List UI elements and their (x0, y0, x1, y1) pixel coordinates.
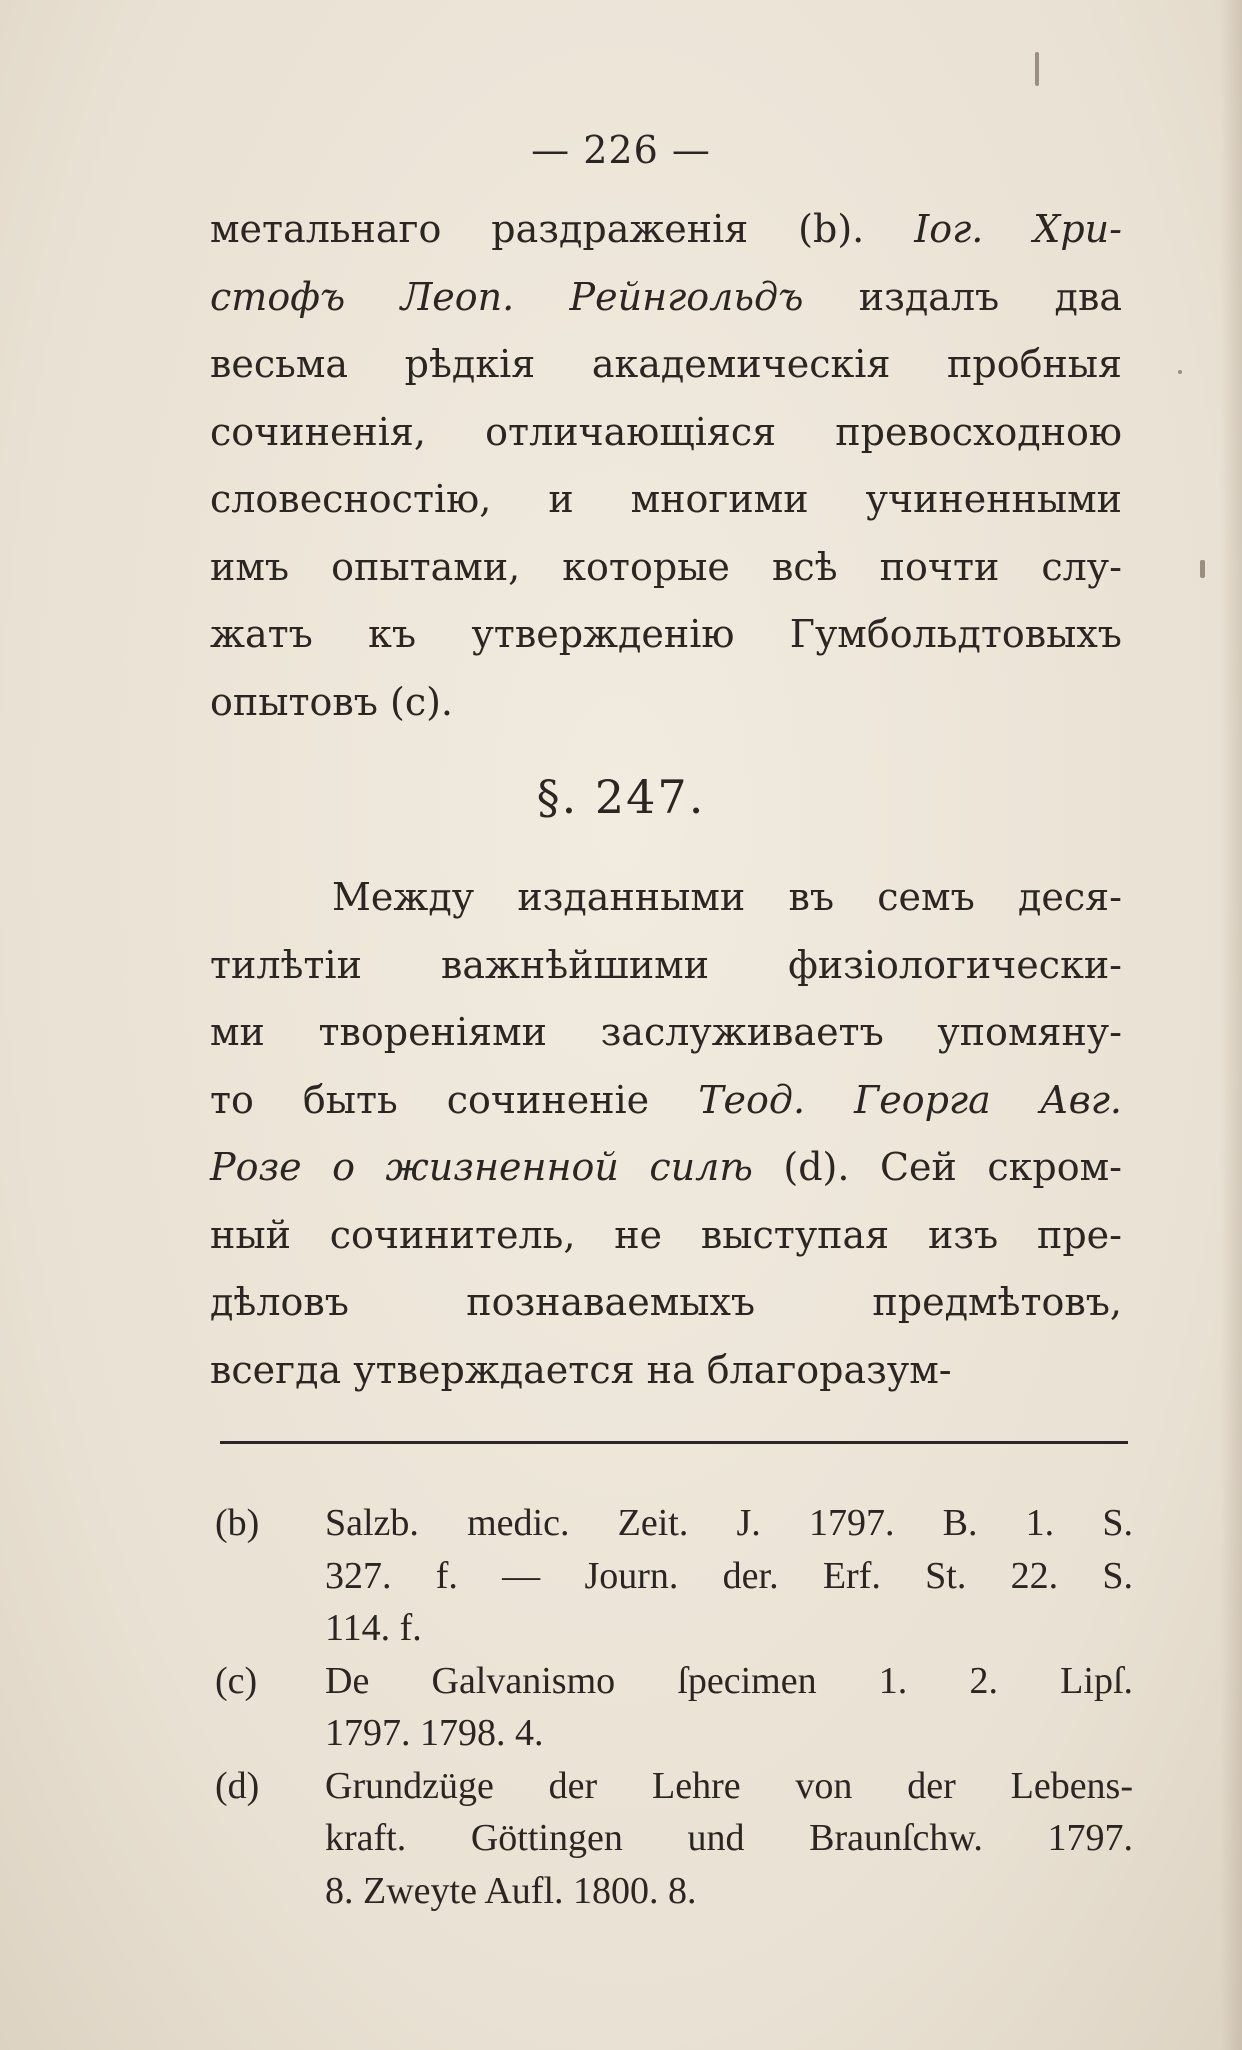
text-segment: Между изданными въ семъ деся- (332, 875, 1122, 919)
footnote-line: 1797. 1798. 4. (325, 1712, 544, 1754)
text-line (210, 1269, 1122, 1337)
footnote-line: Salzb. medic. Zeit. J. 1797. B. 1. S. (325, 1502, 1133, 1544)
paragraph-main (210, 864, 1122, 1404)
italic-name: Іог. Хри- (914, 207, 1122, 251)
footnote-mark: (c) (215, 1659, 258, 1702)
footnote-text (325, 1497, 1133, 1655)
text-segment: (d). Сей скром- (752, 1145, 1122, 1189)
section-heading: §. 247. (536, 770, 706, 824)
text-line (210, 1202, 1122, 1270)
footnote-line: Grundzüge der Lehre von der Lebens- (325, 1764, 1133, 1807)
text-segment: всегда утверждается на благоразум- (210, 1347, 952, 1392)
footnote (215, 1655, 1133, 1760)
text-segment: тилѣтіи важнѣйшими физіологически- (210, 942, 1122, 987)
text-line (210, 331, 1122, 399)
text-line (210, 932, 1122, 1000)
text-segment: сочиненія, отличающіяся превосходною (210, 409, 1122, 454)
text-segment: имъ опытами, которые всѣ почти слу- (210, 544, 1122, 589)
footnote-mark: (d) (215, 1764, 260, 1807)
text-line (210, 399, 1122, 467)
footnote-text (325, 1760, 1133, 1918)
text-segment: то быть сочиненіе (210, 1077, 699, 1122)
text-line (210, 669, 1122, 737)
footnote-line: 8. Zweyte Aufl. 1800. 8. (325, 1869, 697, 1912)
italic-name: Розе о жизненной силѣ (210, 1145, 753, 1189)
page-edge-shadow (1220, 0, 1242, 2050)
ink-spot (1035, 52, 1039, 86)
text-segment: весьма рѣдкія академическія пробныя (210, 342, 1122, 386)
footnote-line: 114. f. (325, 1607, 422, 1649)
text-segment: жатъ къ утвержденію Гумбольдтовыхъ (210, 612, 1122, 656)
text-line (210, 1134, 1122, 1202)
footnote-mark: (b) (215, 1502, 260, 1544)
text-line (210, 1067, 1122, 1135)
text-segment: опытовъ (c). (210, 679, 454, 724)
text-line (210, 601, 1122, 669)
footnote-text (325, 1655, 1133, 1760)
text-segment: ный сочинитель, не выступая изъ пре- (210, 1212, 1122, 1257)
footnote-line: 327. f. — Journ. der. Erf. St. 22. S. (325, 1554, 1133, 1597)
text-line (210, 196, 1122, 264)
italic-name: стофъ Леоп. Рейнгольдъ (210, 274, 804, 319)
text-line (210, 999, 1122, 1067)
text-line (210, 864, 1122, 932)
text-line (210, 534, 1122, 602)
text-segment: дѣловъ познаваемыхъ предмѣтовъ, (210, 1280, 1122, 1324)
text-segment: метальнаго раздраженія (b). (210, 207, 915, 251)
text-line (210, 1337, 1122, 1405)
ink-spot (1178, 370, 1182, 374)
footnotes (215, 1497, 1133, 1917)
page-number: — 226 — (531, 128, 711, 172)
footnote (215, 1760, 1133, 1918)
footnote-line: kraft. Göttingen und Braunſchw. 1797. (325, 1817, 1133, 1859)
ink-spot (1200, 560, 1205, 578)
text-segment: словесностію, и многими учиненными (210, 477, 1122, 521)
footnote-rule (220, 1441, 1128, 1444)
footnote-line: De Galvanismo ſpecimen 1. 2. Lipſ. (325, 1659, 1133, 1702)
paragraph-continuation (210, 196, 1122, 736)
footnote (215, 1497, 1133, 1655)
italic-name: Теод. Георга Авг. (698, 1077, 1122, 1122)
text-segment: ми твореніями заслуживаетъ упомяну- (210, 1010, 1122, 1054)
text-line (210, 264, 1122, 332)
text-line (210, 466, 1122, 534)
text-segment: издалъ два (803, 274, 1122, 319)
